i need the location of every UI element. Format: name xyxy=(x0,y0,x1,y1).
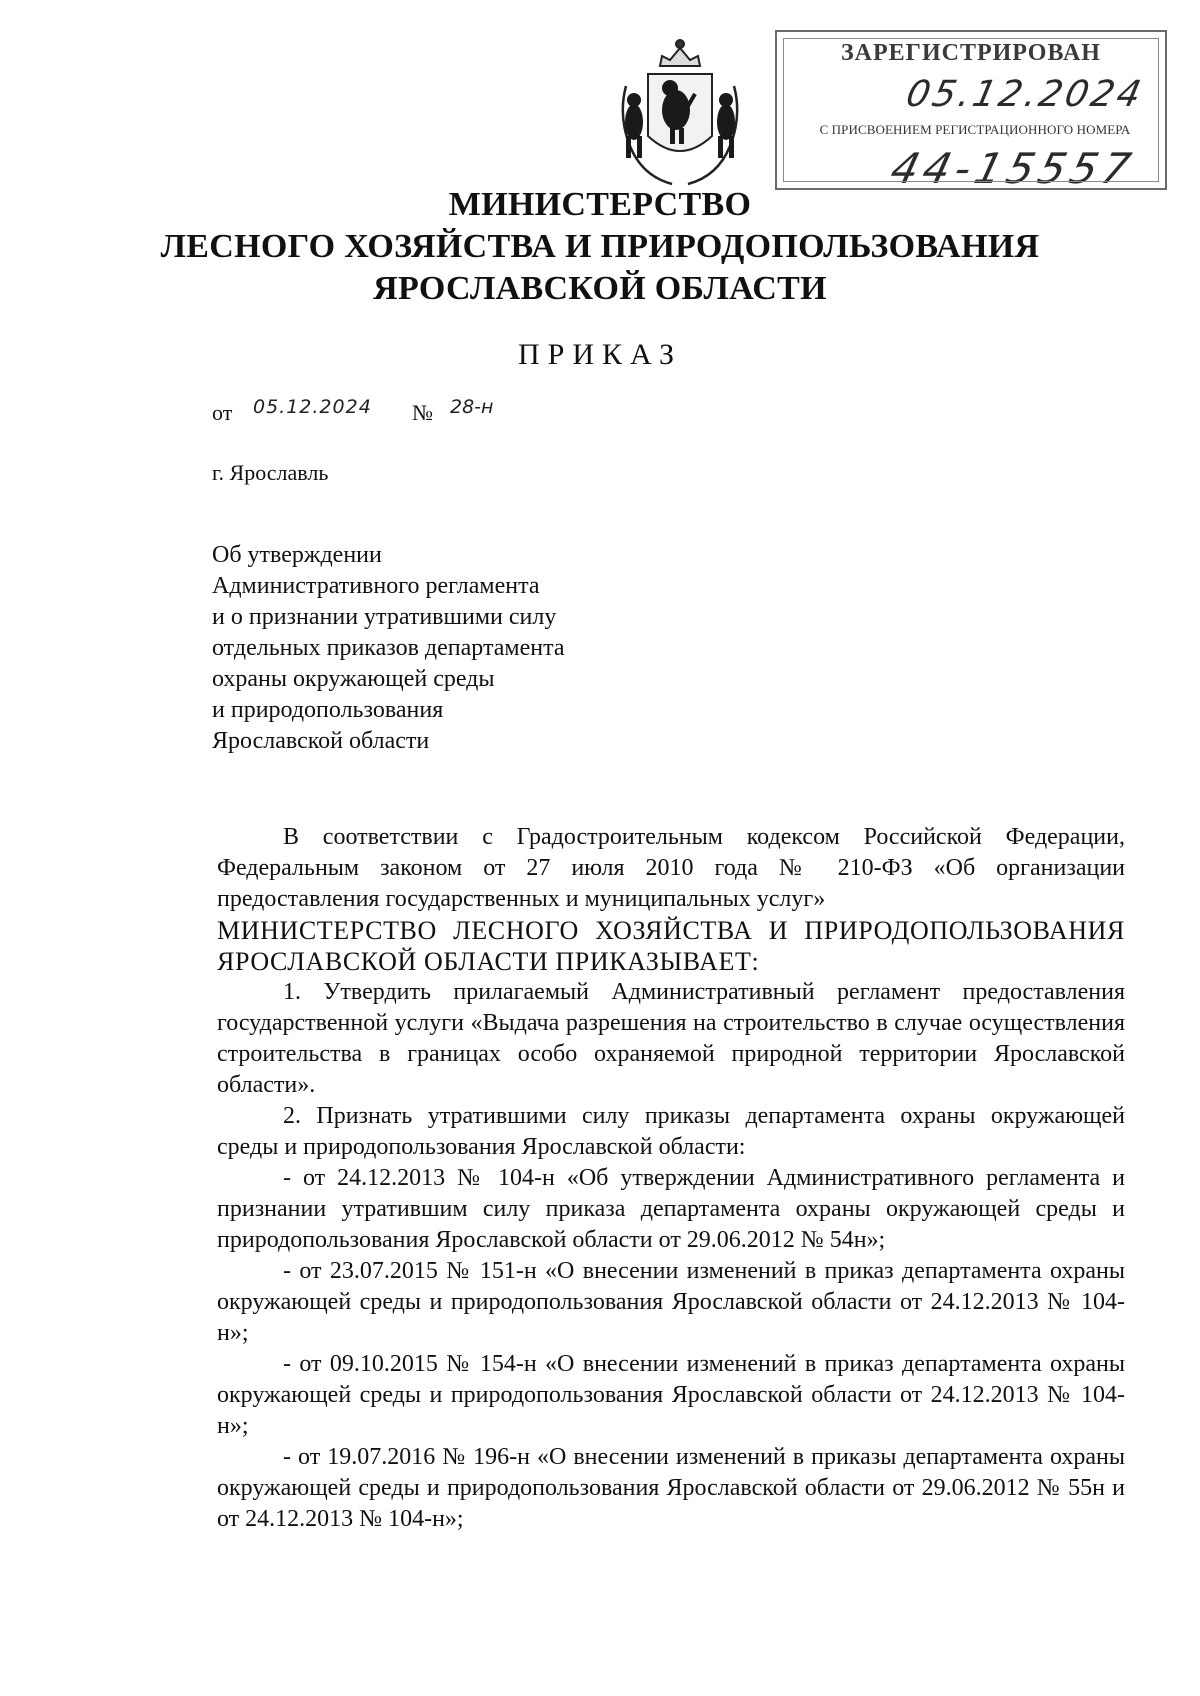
org-name-line-1: МИНИСТЕРСТВО xyxy=(448,186,752,223)
item-2-sub-3: - от 09.10.2015 № 154-н «О внесении изменений в приказ департамента охраны окружающей среды и природопользования Ярославской области от 24.12.2013 № 104-н»; xyxy=(217,1351,1125,1439)
number-value: 28-н xyxy=(450,396,494,418)
date-value: 05.12.2024 xyxy=(253,396,372,418)
item-2-sub-1: - от 24.12.2013 № 104-н «Об утверждении Административного регламента и признании утратившим силу приказа департамента охраны окружающей среды и природопользования Ярославской области от 29.06.2012 № 54н»; xyxy=(217,1165,1125,1253)
item-2-sub-4: - от 19.07.2016 № 196-н «О внесении изменений в приказы департамента охраны окружающей среды и природопользования Ярославской области от 29.06.2012 № 55н и от 24.12.2013 № 104-н»; xyxy=(217,1444,1125,1532)
item-2: 2. Признать утратившими силу приказы департамента охраны окружающей среды и природопользования Ярославской области: xyxy=(217,1103,1125,1160)
subject-line: Ярославской области xyxy=(212,728,430,754)
coat-of-arms-emblem xyxy=(612,26,748,194)
order-directive: МИНИСТЕРСТВО ЛЕСНОГО ХОЗЯЙСТВА И ПРИРОДОПОЛЬЗОВАНИЯ ЯРОСЛАВСКОЙ ОБЛАСТИ ПРИКАЗЫВАЕТ: xyxy=(217,916,1125,976)
stamp-registration-number: 44-15557 xyxy=(885,144,1141,193)
subject-line: охраны окружающей среды xyxy=(212,666,495,692)
org-name-line-2: ЛЕСНОГО ХОЗЯЙСТВА И ПРИРОДОПОЛЬЗОВАНИЯ xyxy=(160,228,1040,265)
subject-line: и природопользования xyxy=(212,697,444,723)
intro-paragraph: В соответствии с Градостроительным кодексом Российской Федерации, Федеральным законом от 27 июля 2010 года № 210-ФЗ «Об организации предоставления государственных и муниципальных услуг» xyxy=(217,824,1125,912)
order-subject xyxy=(212,540,565,757)
registration-stamp xyxy=(775,30,1167,193)
item-2-sub-2: - от 23.07.2015 № 151-н «О внесении изменений в приказ департамента охраны окружающей среды и природопользования Ярославской области от 24.12.2013 № 104-н»; xyxy=(217,1258,1125,1346)
number-label: № xyxy=(412,400,433,425)
subject-line: и о признании утратившими силу xyxy=(212,604,557,630)
stamp-subtitle: С ПРИСВОЕНИЕМ РЕГИСТРАЦИОННОГО НОМЕРА xyxy=(819,122,1131,137)
subject-line: отдельных приказов департамента xyxy=(212,635,565,661)
order-body xyxy=(217,822,1125,1535)
subject-line: Административного регламента xyxy=(212,573,540,599)
city: г. Ярославль xyxy=(212,460,329,485)
date-label: от xyxy=(212,400,233,425)
org-name-line-3: ЯРОСЛАВСКОЙ ОБЛАСТИ xyxy=(373,270,827,307)
subject-line: Об утверждении xyxy=(212,542,382,568)
stamp-date: 05.12.2024 xyxy=(902,74,1148,115)
item-1: 1. Утвердить прилагаемый Административный регламент предоставления государственной услуги «Выдача разрешения на строительство в случае осуществления строительства в границах особо охраняемой природной территории Ярославской области». xyxy=(217,979,1125,1098)
stamp-title: ЗАРЕГИСТРИРОВАН xyxy=(841,40,1101,66)
document-type-title: ПРИКАЗ xyxy=(518,338,682,371)
